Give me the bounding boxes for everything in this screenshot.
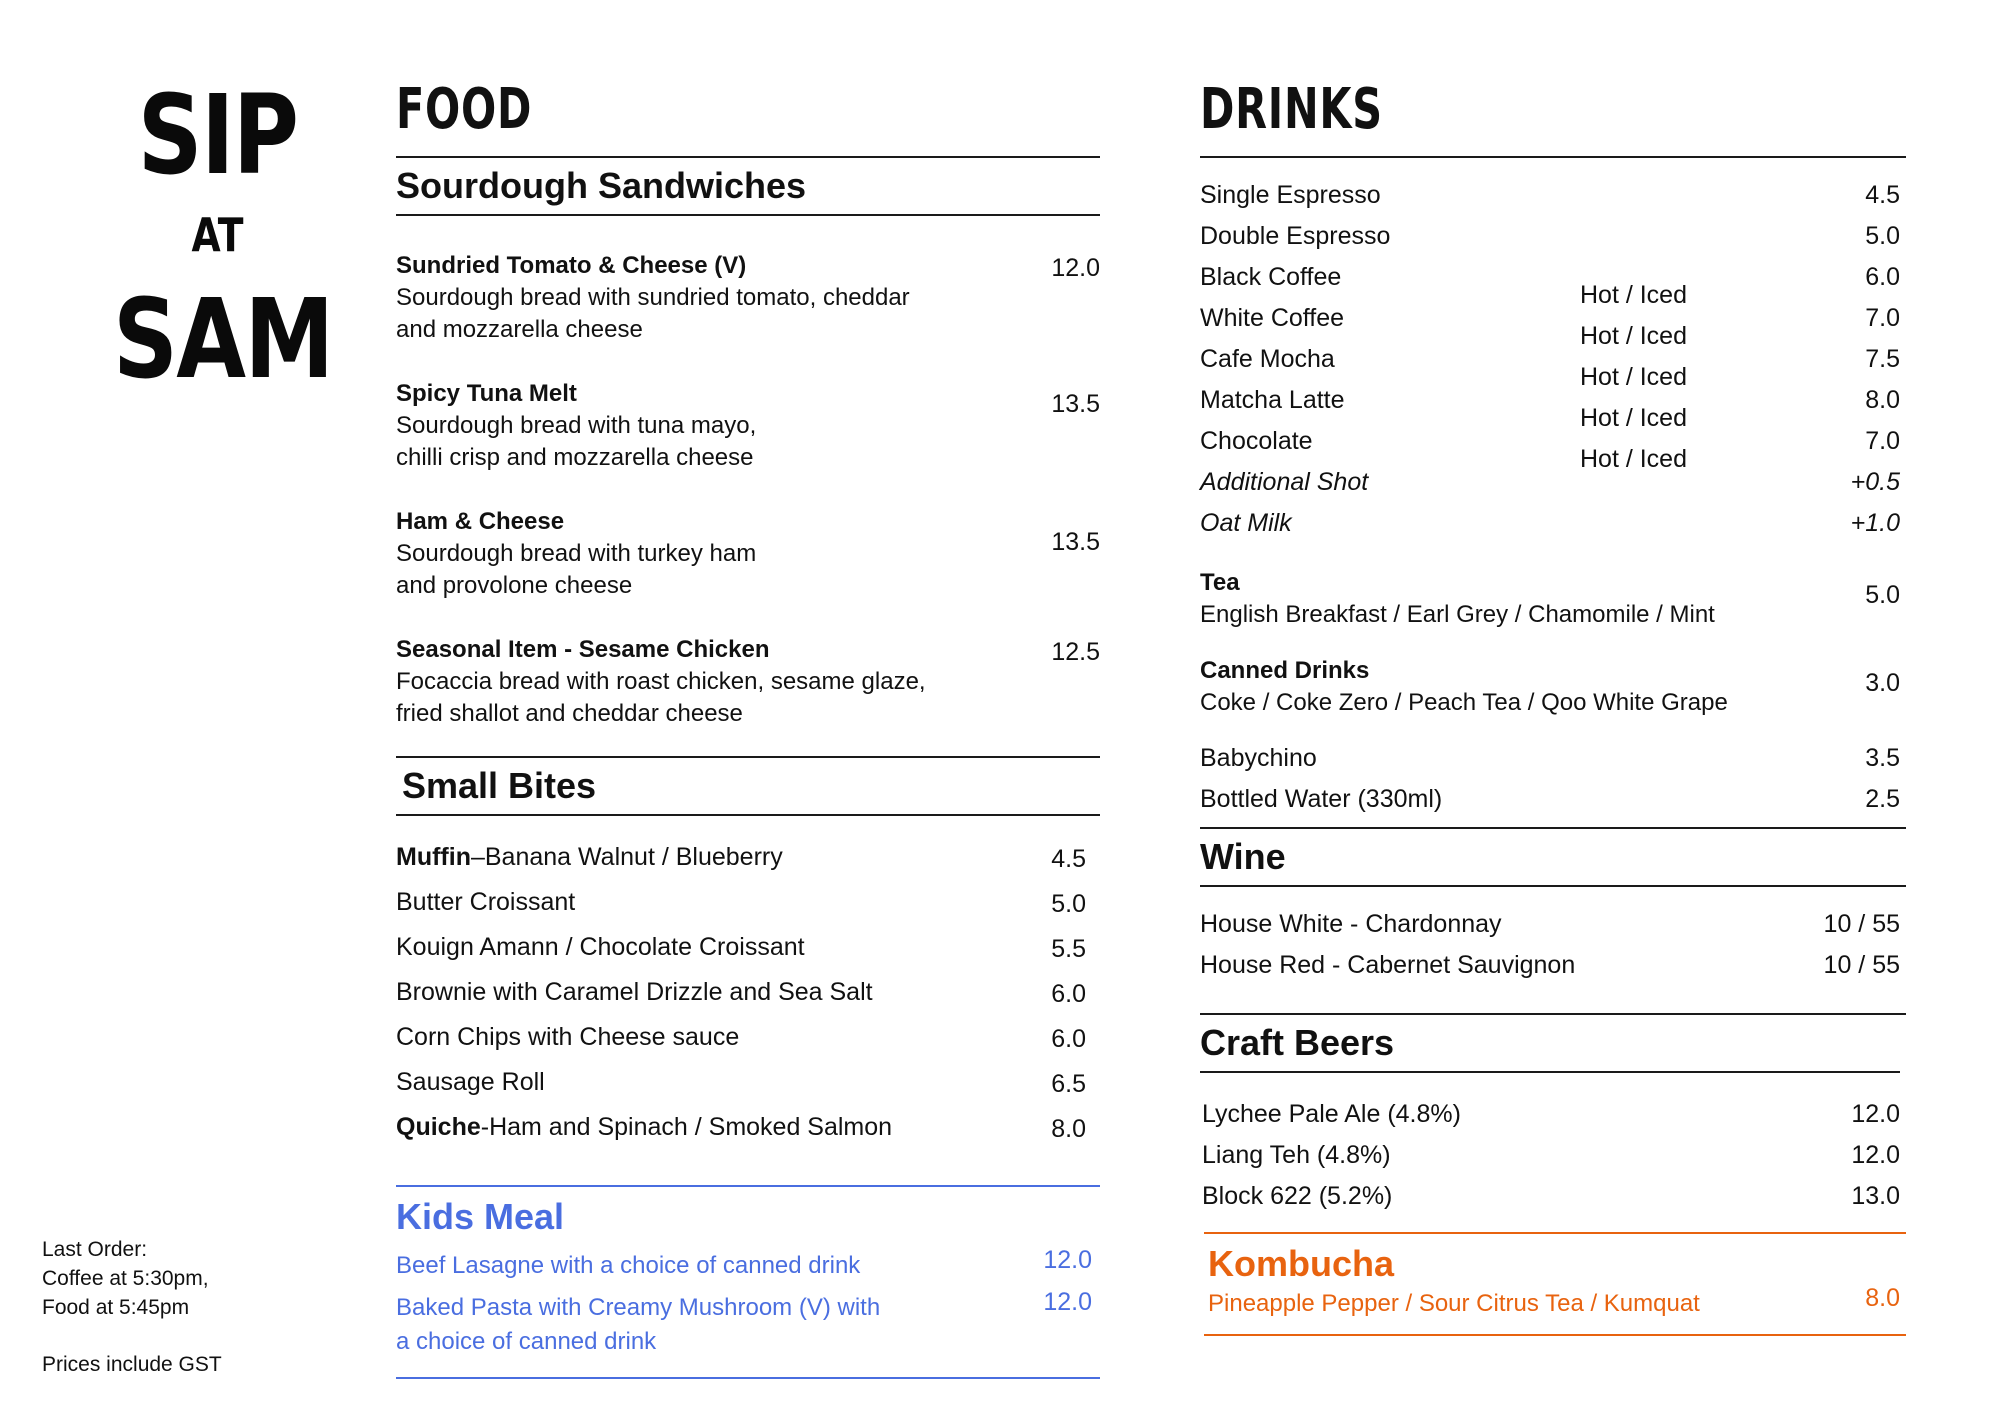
item-name: Cafe Mocha: [1200, 345, 1335, 373]
item-price: 8.0: [1051, 1115, 1086, 1143]
item-price: 6.5: [1051, 1070, 1086, 1098]
drinks-title: DRINKS: [1200, 77, 1383, 142]
menu-item: [1200, 426, 1906, 473]
menu-item: [396, 506, 1100, 602]
item-price: 5.0: [1865, 222, 1900, 250]
item-name: Brownie with Caramel Drizzle and Sea Salt: [396, 978, 873, 1006]
note-line: Food at 5:45pm: [42, 1296, 190, 1319]
item-name: Matcha Latte: [1200, 386, 1345, 414]
drinks-column: [1200, 77, 1906, 1336]
item-price: 7.0: [1865, 427, 1900, 455]
item-option: Hot / Iced: [1580, 281, 1687, 309]
item-price: 12.0: [1051, 254, 1100, 282]
item-desc: and mozzarella cheese: [396, 316, 643, 343]
item-price: 12.0: [1043, 1246, 1092, 1274]
item-price: 5.5: [1051, 935, 1086, 963]
item-name: Liang Teh (4.8%): [1202, 1141, 1391, 1169]
item-name: Single Espresso: [1200, 181, 1381, 209]
item-desc: Sourdough bread with sundried tomato, cheddar: [396, 284, 910, 311]
item-price: 5.0: [1051, 890, 1086, 918]
section-title-kombucha: Kombucha: [1208, 1243, 1395, 1284]
divider: [1200, 1071, 1900, 1073]
menu-item: [396, 1112, 1100, 1157]
section-title-sandwiches: Sourdough Sandwiches: [396, 165, 807, 206]
menu-item: [396, 1246, 1100, 1283]
item-desc: English Breakfast / Earl Grey / Chamomile / Mint: [1200, 601, 1715, 628]
item-name: Bottled Water (330ml): [1200, 785, 1443, 813]
item-name: Seasonal Item - Sesame Chicken: [396, 636, 770, 663]
divider: [1200, 156, 1906, 158]
item-name: Additional Shot: [1200, 468, 1369, 496]
menu-item: [1200, 567, 1906, 631]
item-price: 8.0: [1865, 1284, 1900, 1312]
brand-line-at: AT: [191, 208, 244, 262]
item-name: Chocolate: [1200, 427, 1313, 455]
menu-item: [396, 842, 1100, 887]
gst-note: Prices include GST: [42, 1353, 222, 1376]
item-name: -Ham and Spinach / Smoked Salmon: [480, 1113, 893, 1141]
item-name: Lychee Pale Ale (4.8%): [1202, 1100, 1461, 1128]
item-name: House Red - Cabernet Sauvignon: [1200, 951, 1576, 979]
menu-item: [396, 1288, 1100, 1359]
menu-item: [1200, 221, 1906, 262]
item-price: 12.0: [1851, 1141, 1900, 1169]
item-name: Baked Pasta with Creamy Mushroom (V) with: [396, 1294, 881, 1321]
item-price: +0.5: [1850, 468, 1900, 496]
item-option: Hot / Iced: [1580, 322, 1687, 350]
menu-extra: [1200, 467, 1906, 508]
item-desc: and provolone cheese: [396, 572, 633, 599]
brand-logo: [90, 71, 345, 403]
divider: [396, 814, 1100, 816]
menu-item: [396, 1022, 1100, 1067]
menu-item: [396, 634, 1100, 730]
item-name: Spicy Tuna Melt: [396, 380, 577, 407]
item-name-bold: Muffin: [396, 843, 471, 871]
item-name: White Coffee: [1200, 304, 1345, 332]
item-desc: Pineapple Pepper / Sour Citrus Tea / Kumquat: [1208, 1290, 1700, 1317]
item-option: Hot / Iced: [1580, 404, 1687, 432]
item-name: Canned Drinks: [1200, 657, 1370, 684]
item-name-bold: Quiche: [396, 1113, 481, 1141]
menu-item: [1200, 344, 1906, 391]
item-price: 10 / 55: [1823, 910, 1900, 938]
item-price: 13.0: [1851, 1182, 1900, 1210]
brand-line-sip: SIP: [137, 71, 298, 199]
item-price: 12.0: [1851, 1100, 1900, 1128]
menu-item: [396, 977, 1100, 1022]
item-price: 12.0: [1043, 1288, 1092, 1316]
item-desc: Sourdough bread with turkey ham: [396, 540, 757, 567]
menu-item: [1200, 743, 1906, 784]
item-price: 8.0: [1865, 386, 1900, 414]
item-name: Tea: [1200, 569, 1240, 596]
note-line: Last Order:: [42, 1238, 148, 1261]
menu-item: [396, 250, 1100, 346]
item-price: 6.0: [1051, 980, 1086, 1008]
menu-item: [1200, 262, 1906, 309]
item-name: Ham & Cheese: [396, 508, 565, 535]
menu-item: [1204, 1284, 1906, 1320]
item-price: 13.5: [1051, 528, 1100, 556]
item-price: 3.5: [1865, 744, 1900, 772]
divider: [396, 1377, 1100, 1379]
section-title-kids-meal: Kids Meal: [396, 1196, 565, 1237]
item-price: 4.5: [1051, 845, 1086, 873]
menu-item: [1200, 180, 1906, 221]
item-price: +1.0: [1850, 509, 1900, 537]
menu-item: [1200, 950, 1906, 991]
item-name: Sundried Tomato & Cheese (V): [396, 252, 747, 279]
item-price: 6.0: [1865, 263, 1900, 291]
menu-item: [1200, 385, 1906, 432]
item-price: 4.5: [1865, 181, 1900, 209]
menu-extra: [1200, 508, 1906, 549]
menu-item: [396, 378, 1100, 474]
section-title-craft-beers: Craft Beers: [1200, 1022, 1395, 1063]
item-name: Double Espresso: [1200, 222, 1391, 250]
divider: [396, 214, 1100, 216]
item-price: 7.0: [1865, 304, 1900, 332]
kombucha-section: [1204, 1232, 1906, 1336]
menu-item: [1200, 1181, 1906, 1222]
brand-line-sam: SAM: [112, 275, 333, 403]
item-desc: Focaccia bread with roast chicken, sesame glaze,: [396, 668, 926, 695]
item-name: House White - Chardonnay: [1200, 910, 1502, 938]
menu-item: [1200, 1099, 1906, 1140]
menu-item: [1200, 655, 1906, 719]
item-desc: Coke / Coke Zero / Peach Tea / Qoo White Grape: [1200, 689, 1728, 716]
item-price: 2.5: [1865, 785, 1900, 813]
item-name: Block 622 (5.2%): [1202, 1182, 1393, 1210]
menu-item: [1200, 303, 1906, 350]
item-name: –Banana Walnut / Blueberry: [470, 843, 783, 871]
item-name: Black Coffee: [1200, 263, 1342, 291]
item-price: 3.0: [1865, 669, 1900, 697]
menu-item: [396, 887, 1100, 932]
item-desc: Sourdough bread with tuna mayo,: [396, 412, 757, 439]
item-price: 6.0: [1051, 1025, 1086, 1053]
item-name: a choice of canned drink: [396, 1328, 657, 1355]
item-name: Butter Croissant: [396, 888, 576, 916]
menu-item: [396, 1067, 1100, 1112]
item-option: Hot / Iced: [1580, 445, 1687, 473]
section-title-wine: Wine: [1200, 836, 1286, 877]
item-name: Corn Chips with Cheese sauce: [396, 1023, 740, 1051]
item-price: 13.5: [1051, 390, 1100, 418]
item-option: Hot / Iced: [1580, 363, 1687, 391]
item-name: Sausage Roll: [396, 1068, 545, 1096]
note-line: Coffee at 5:30pm,: [42, 1267, 209, 1290]
menu-item: [1200, 909, 1906, 950]
menu-item: [396, 932, 1100, 977]
item-desc: chilli crisp and mozzarella cheese: [396, 444, 754, 471]
item-price: 7.5: [1865, 345, 1900, 373]
item-name: Kouign Amann / Chocolate Croissant: [396, 933, 805, 961]
order-notes: [42, 1235, 222, 1379]
food-title: FOOD: [396, 77, 533, 142]
item-desc: fried shallot and cheddar cheese: [396, 700, 743, 727]
item-price: 5.0: [1865, 581, 1900, 609]
menu-item: [1200, 784, 1906, 825]
item-price: 10 / 55: [1823, 951, 1900, 979]
item-name: Babychino: [1200, 744, 1317, 772]
section-title-small-bites: Small Bites: [402, 765, 597, 806]
divider: [1200, 885, 1906, 887]
item-price: 12.5: [1051, 638, 1100, 666]
menu-item: [1200, 1140, 1906, 1181]
divider: [1204, 1334, 1906, 1336]
item-name: Beef Lasagne with a choice of canned drink: [396, 1252, 861, 1279]
kids-meal-section: [396, 1185, 1100, 1379]
food-column: [396, 77, 1100, 1379]
item-name: Oat Milk: [1200, 509, 1292, 537]
